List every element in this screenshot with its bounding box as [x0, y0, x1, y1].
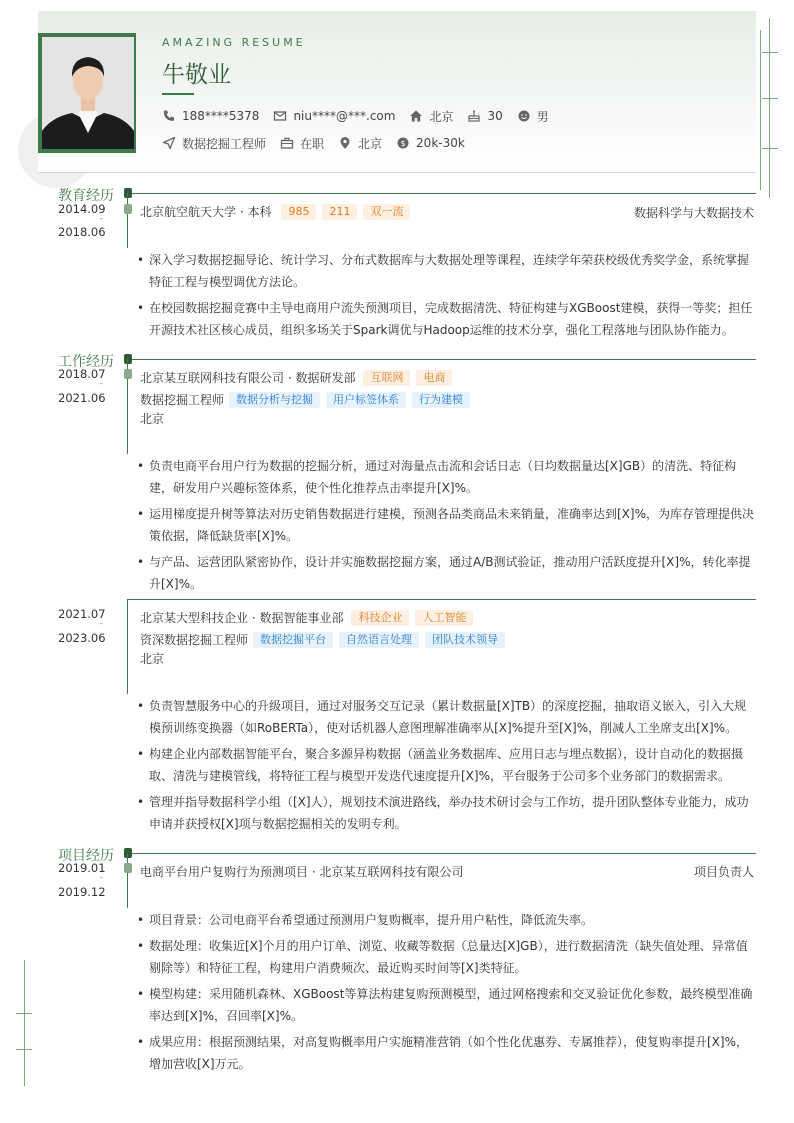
decor-line — [16, 1049, 32, 1050]
location-item — [338, 135, 382, 152]
work1-city: 北京 — [140, 412, 165, 426]
list-item: • 管理并指导数据科学小组（[X]人），规划技术演进路线，举办技术研讨会与工作坊，提升团队整体专业能力，成功申请并获授权[X]项与数据挖掘相关的发明专利。 — [137, 791, 755, 835]
location-value: 北京 — [358, 136, 383, 151]
timeline-line — [127, 599, 128, 694]
tag-badge: 985 — [281, 204, 316, 220]
timeline-node — [124, 848, 132, 858]
work2-company — [140, 609, 473, 626]
money-icon — [396, 136, 410, 150]
email-icon — [273, 109, 287, 123]
list-item: • 与产品、运营团队紧密协作，设计并实施数据挖掘方案，通过A/B测试验证，推动用户活跃度提升[X]%，转化率提升[X]%。 — [137, 551, 755, 595]
name-underline — [162, 93, 194, 95]
tag-badge: 互联网 — [363, 370, 410, 386]
section-divider — [127, 193, 756, 194]
gender-item — [517, 108, 549, 125]
project-name: 电商平台用户复购行为预测项目 · 北京某互联网科技有限公司 — [140, 865, 464, 879]
tag-badge: 211 — [322, 204, 357, 220]
tag-badge: 双一流 — [363, 204, 410, 220]
salary-value: 20k-30k — [416, 136, 465, 150]
email-item — [273, 109, 395, 123]
list-item: • 运用梯度提升树等算法对历史销售数据进行建模，预测各品类商品未来销量，准确率达到[X]%，为库存管理提供决策依据，降低缺货率[X]%。 — [137, 503, 755, 547]
phone-item — [162, 109, 259, 123]
timeline-marker — [124, 369, 132, 379]
timeline-marker — [124, 204, 132, 214]
section-divider — [127, 359, 756, 360]
work2-city: 北京 — [140, 652, 165, 666]
project-role: 项目负责人 — [693, 865, 754, 879]
status-value: 在职 — [300, 136, 325, 151]
date-dash: - — [100, 379, 103, 388]
timeline-marker — [124, 863, 132, 873]
position-value: 数据挖掘工程师 — [182, 136, 267, 151]
company-name: 北京某互联网科技有限公司 · 数据研发部 — [140, 371, 356, 385]
timeline-line — [127, 853, 128, 908]
list-item: • 深入学习数据挖掘导论、统计学习、分布式数据库与大数据处理等课程，连续学年荣获校级优秀奖学金，系统掌握特征工程与模型调优方法论。 — [137, 249, 755, 293]
proj-start-date: 2019.01 — [58, 861, 106, 875]
tag-badge: 科技企业 — [351, 610, 409, 626]
list-item: • 成果应用：根据预测结果，对高复购概率用户实施精准营销（如个性化优惠券、专属推荐），使复购率提升[X]%，增加营收[X]万元。 — [137, 1031, 755, 1075]
section-divider — [127, 853, 756, 854]
age-value: 30 — [487, 109, 503, 123]
timeline-node — [124, 188, 132, 198]
list-item: • 数据处理：收集近[X]个月的用户订单、浏览、收藏等数据（总量达[X]GB），进行数据清洗（缺失值处理、异常值剔除等）和特征工程，构建用户消费频次、最近购买时间等[X]类特征。 — [137, 935, 755, 979]
work2-bullets — [137, 695, 755, 839]
section-title-education: 教育经历 — [58, 188, 114, 204]
position-item — [162, 135, 266, 152]
work1-start-date: 2018.07 — [58, 367, 106, 381]
section-title-projects: 项目经历 — [58, 848, 114, 864]
send-icon — [162, 136, 176, 150]
decor-line — [762, 52, 778, 53]
tag-badge: 自然语言处理 — [339, 632, 419, 648]
work2-end-date: 2023.06 — [58, 631, 106, 645]
list-item: • 负责智慧服务中心的升级项目，通过对服务交互记录（累计数据量[X]TB）的深度挖掘，抽取语义嵌入，引入大规模预训练变换器（如RoBERTa），使对话机器人意图理解准确率从[X]%提升至[X]%，削减人工坐席支出[X]%。 — [137, 695, 755, 739]
date-dash: - — [100, 214, 103, 223]
role-name: 资深数据挖掘工程师 — [140, 633, 249, 647]
list-item: • 在校园数据挖掘竞赛中主导电商用户流失预测项目，完成数据清洗、特征构建与XGBoost建模，获得一等奖；担任开源技术社区核心成员，组织多场关于Spark调优与Hadoop运维的技术分享，强化工程落地与团队协作能力。 — [137, 297, 755, 341]
edu-start-date: 2014.09 — [58, 202, 106, 216]
tag-badge: 电商 — [416, 370, 452, 386]
work2-role — [140, 631, 505, 648]
company-name: 北京某大型科技企业 · 数据智能事业部 — [140, 611, 344, 625]
work1-end-date: 2021.06 — [58, 391, 106, 405]
project-bullets — [137, 909, 755, 1079]
decor-line — [16, 1013, 32, 1014]
job-intent-row — [162, 135, 479, 151]
edu-bullets — [137, 249, 755, 345]
work1-company — [140, 369, 452, 386]
decor-line — [769, 18, 770, 198]
work1-role — [140, 391, 470, 408]
work1-bullets — [137, 455, 755, 599]
tag-badge: 人工智能 — [415, 610, 473, 626]
avatar — [42, 37, 134, 149]
decor-line — [24, 960, 25, 1086]
salary-item — [396, 136, 465, 150]
resume-subtitle: AMAZING RESUME — [162, 36, 306, 49]
face-icon — [517, 109, 531, 123]
date-dash: - — [100, 873, 103, 882]
tag-badge: 行为建模 — [412, 392, 470, 408]
tag-badge: 用户标签体系 — [326, 392, 406, 408]
tag-badge: 数据挖掘平台 — [253, 632, 333, 648]
status-item — [280, 135, 324, 152]
tag-badge: 数据分析与挖掘 — [229, 392, 320, 408]
tag-badge: 团队技术领导 — [425, 632, 505, 648]
list-item: • 模型构建：采用随机森林、XGBoost等算法构建复购预测模型，通过网格搜索和交叉验证优化参数，最终模型准确率达到[X]%，召回率[X]%。 — [137, 983, 755, 1027]
section-title-work: 工作经历 — [58, 354, 114, 370]
school-name: 北京航空航天大学 · 本科 — [140, 205, 272, 219]
edu-school — [140, 203, 410, 220]
contact-row — [162, 108, 563, 124]
gender-value: 男 — [536, 109, 549, 124]
role-name: 数据挖掘工程师 — [140, 393, 225, 407]
date-dash: - — [100, 619, 103, 628]
decor-line — [762, 148, 778, 149]
decor-line — [760, 30, 761, 190]
briefcase-icon — [280, 136, 294, 150]
edu-major: 数据科学与大数据技术 — [633, 206, 754, 220]
age-item — [467, 109, 502, 123]
timeline-node — [124, 354, 132, 364]
candidate-name: 牛敬业 — [162, 62, 231, 88]
city-value: 北京 — [429, 109, 454, 124]
work2-start-date: 2021.07 — [58, 607, 106, 621]
decor-line — [762, 98, 778, 99]
phone-number: 188****5378 — [182, 109, 260, 123]
list-item: • 负责电商平台用户行为数据的挖掘分析，通过对海量点击流和会话日志（日均数据量达[X]GB）的清洗、特征构建，研发用户兴趣标签体系，使个性化推荐点击率提升[X]%。 — [137, 455, 755, 499]
edu-end-date: 2018.06 — [58, 225, 106, 239]
phone-icon — [162, 109, 176, 123]
svg-text:$: $ — [400, 139, 406, 148]
entry-divider — [127, 599, 756, 600]
city-item — [409, 108, 453, 125]
home-icon — [409, 109, 423, 123]
email-address: niu****@***.com — [293, 109, 396, 123]
cake-icon — [467, 109, 481, 123]
proj-end-date: 2019.12 — [58, 885, 106, 899]
list-item: • 项目背景：公司电商平台希望通过预测用户复购概率，提升用户粘性，降低流失率。 — [137, 909, 755, 931]
location-pin-icon — [338, 136, 352, 150]
timeline-line — [127, 193, 128, 248]
list-item: • 构建企业内部数据智能平台，聚合多源异构数据（涵盖业务数据库、应用日志与埋点数据），设计自动化的数据摄取、清洗与建模管线，将特征工程与模型开发迭代速度提升[X]%，平台服务于公司多个业务部门的数据需求。 — [137, 743, 755, 787]
